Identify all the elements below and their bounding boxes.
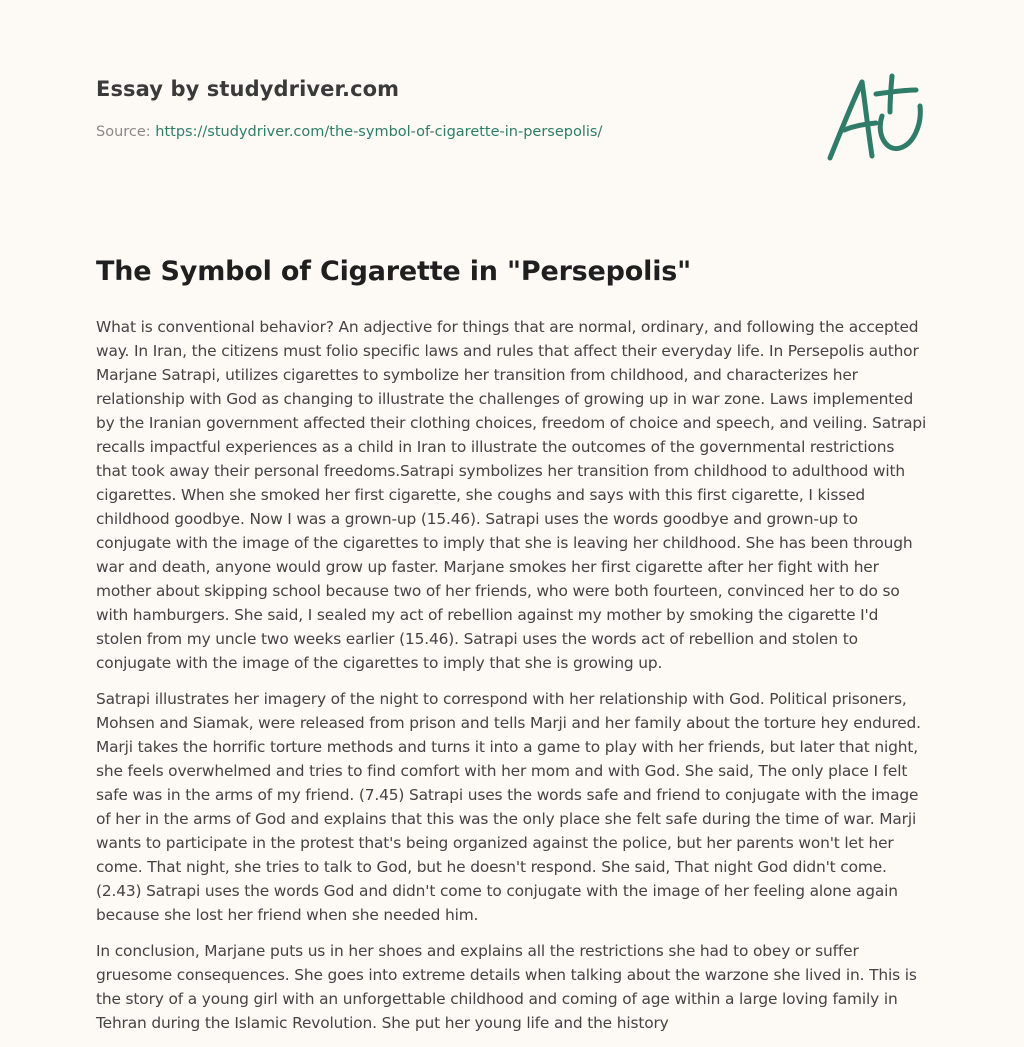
source-label: Source: xyxy=(96,124,156,140)
a-plus-logo-icon xyxy=(820,68,930,168)
essay-body xyxy=(96,315,928,1047)
source-link[interactable]: https://studydriver.com/the-symbol-of-cigarette-in-persepolis/ xyxy=(155,124,603,140)
essay-paragraph: What is conventional behavior? An adjective for things that are normal, ordinary, and following the accepted way. In Iran, the citizens must folio specific laws and rules that affect their everyday life. In Persepolis author Marjane Satrapi, utilizes cigarettes to symbolize her transition from childhood, and characterizes her relationship with God as changing to illustrate the challenges of growing up in war zone. Laws implemented by the Iranian government affected their clothing choices, freedom of choice and speech, and veiling. Satrapi recalls impactful experiences as a child in Iran to illustrate the outcomes of the governmental restrictions that took away their personal freedoms.Satrapi symbolizes her transition from childhood to adulthood with cigarettes. When she smoked her first cigarette, she coughs and says with this first cigarette, I kissed childhood goodbye. Now I was a grown-up (15.46). Satrapi uses the words goodbye and grown-up to conjugate with the image of the cigarettes to imply that she is leaving her childhood. She has been through war and death, anyone would grow up faster. Marjane smokes her first cigarette after her fight with her mother about skipping school because two of her friends, who were both fourteen, convinced her to do so with hamburgers. She said, I sealed my act of rebellion against my mother by smoking the cigarette I'd stolen from my uncle two weeks earlier (15.46). Satrapi uses the words act of rebellion and stolen to conjugate with the image of the cigarettes to imply that she is growing up. xyxy=(96,318,927,672)
essay-title: The Symbol of Cigarette in "Persepolis" xyxy=(96,256,691,287)
site-brand: Essay by studydriver.com xyxy=(96,77,400,101)
essay-paragraph: Satrapi illustrates her imagery of the night to correspond with her relationship with God. Political prisoners, Mohsen and Siamak, were released from prison and tells Marji and her family about the torture hey endured. Marji takes the horrific torture methods and turns it into a game to play with her friends, but later that night, she feels overwhelmed and tries to find comfort with her mom and with God. She said, The only place I felt safe was in the arms of my friend. (7.45) Satrapi uses the words safe and friend to conjugate with the image of her in the arms of God and explains that this was the only place she felt safe during the time of war. Marji wants to participate in the protest that's being organized against the police, but her parents won't let her come. That night, she tries to talk to God, but he doesn't respond. She said, That night God didn't come. (2.43) Satrapi uses the words God and didn't come to conjugate with the image of her feeling alone again because she lost her friend when she needed him. xyxy=(96,690,921,924)
source-line xyxy=(96,124,602,140)
essay-paragraph: In conclusion, Marjane puts us in her shoes and explains all the restrictions she had to obey or suffer gruesome consequences. She goes into extreme details when talking about the warzone she lived in. This is the story of a young girl with an unforgettable childhood and coming of age within a large loving family in Tehran during the Islamic Revolution. She put her young life and the history xyxy=(96,942,917,1032)
